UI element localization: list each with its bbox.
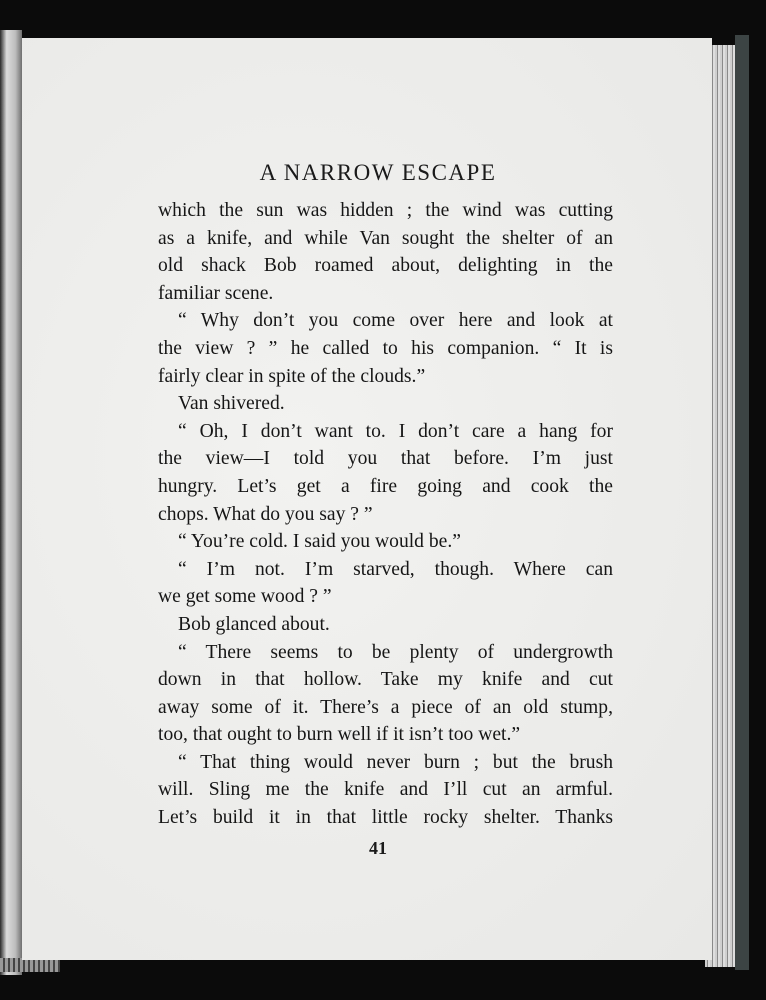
text-line: “ You’re cold. I said you would be.” [178, 531, 461, 553]
text-line: down in that hollow. Take my knife and cut [158, 669, 613, 691]
binding-stitching [0, 958, 60, 972]
text-line: “ That thing would never burn ; but the brush [178, 751, 613, 773]
text-line: familiar scene. [158, 282, 274, 304]
text-line: the view ? ” he called to his companion. “ It is [158, 337, 613, 359]
body-text [158, 197, 613, 832]
page-number: 41 [369, 838, 387, 858]
text-line: “ Why don’t you come over here and look at [178, 310, 613, 332]
running-header: A NARROW ESCAPE [259, 160, 497, 185]
book-cover-edge [735, 35, 749, 970]
text-line: “ There seems to be plenty of undergrowth [178, 641, 613, 663]
text-line: away some of it. There’s a piece of an old stump, [158, 696, 613, 718]
left-page-edge [0, 30, 22, 975]
text-line: “ Oh, I don’t want to. I don’t care a hang for [178, 420, 613, 442]
text-line: too, that ought to burn well if it isn’t too wet.” [158, 724, 521, 746]
text-line: old shack Bob roamed about, delighting in the [158, 255, 613, 277]
text-line: chops. What do you say ? ” [158, 503, 373, 525]
text-line: Let’s build it in that little rocky shelter. Thanks [158, 807, 613, 829]
text-line: as a knife, and while Van sought the shelter of an [158, 227, 613, 249]
text-line: the view—I told you that before. I’m just [158, 448, 613, 470]
text-line: we get some wood ? ” [158, 586, 332, 608]
text-line: which the sun was hidden ; the wind was cutting [158, 200, 613, 221]
text-line: “ I’m not. I’m starved, though. Where can [178, 558, 613, 580]
text-line: fairly clear in spite of the clouds.” [158, 365, 426, 387]
text-line: Bob glanced about. [178, 613, 330, 635]
text-line: will. Sling me the knife and I’ll cut an armful. [158, 779, 613, 801]
book-page [22, 38, 712, 960]
text-line: hungry. Let’s get a fire going and cook the [158, 475, 613, 497]
text-line: Van shivered. [178, 393, 285, 415]
